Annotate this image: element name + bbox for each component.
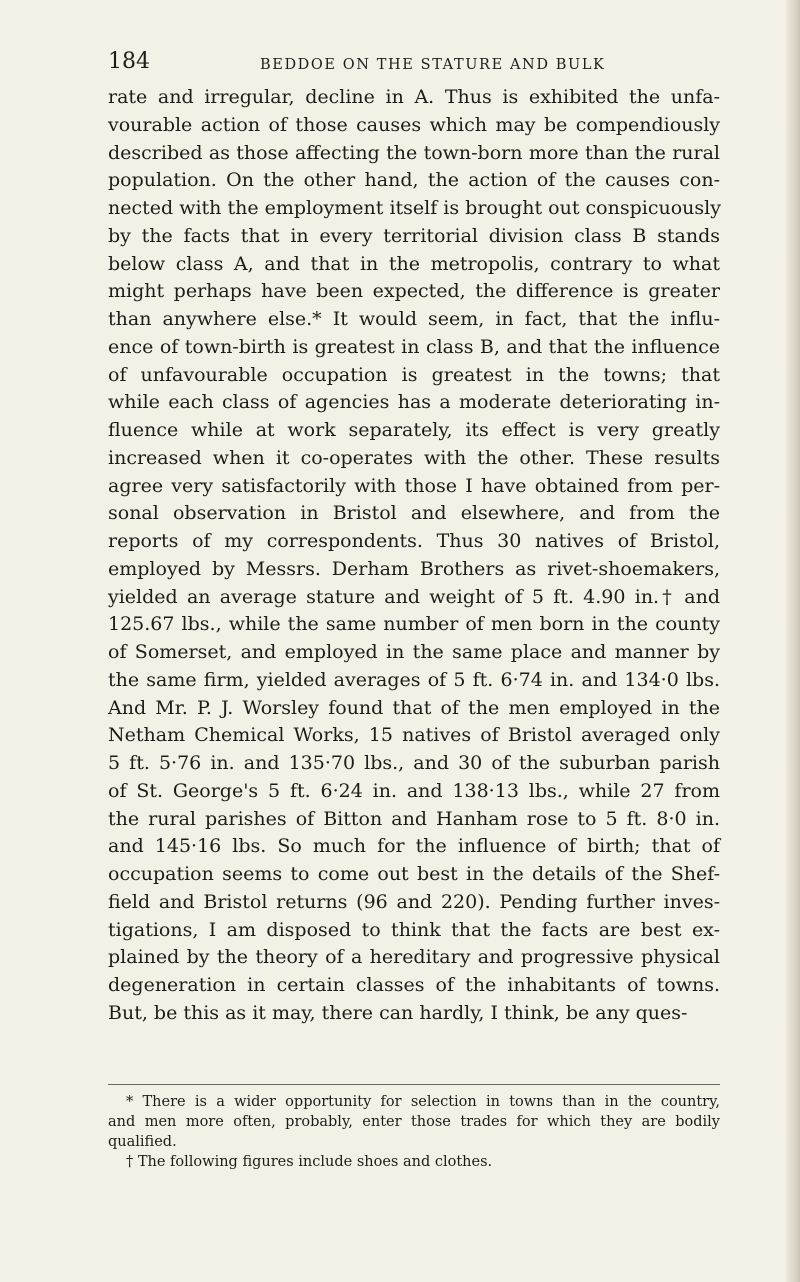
text-line: plained by the theory of a hereditary and progressive physical [108, 946, 720, 969]
body-text [108, 84, 720, 1028]
text-line: 125.67 lbs., while the same number of men born in the county [108, 613, 720, 636]
footnotes [108, 1092, 720, 1172]
text-line: Netham Chemical Works, 15 natives of Bristol averaged only [108, 724, 720, 747]
page-edge [786, 0, 800, 1282]
text-line: might perhaps have been expected, the difference is greater [108, 280, 720, 303]
page-number: 184 [108, 49, 150, 74]
text-line: 5 ft. 5·76 in. and 135·70 lbs., and 30 of the suburban parish [108, 752, 720, 774]
text-line: tigations, I am disposed to think that the facts are best ex- [108, 918, 720, 941]
text-line: ence of town-birth is greatest in class B, and that the influence [108, 335, 720, 358]
footnote-dagger: † The following figures include shoes and clothes. [126, 1154, 493, 1170]
text-line: degeneration in certain classes of the inhabitants of towns. [108, 974, 720, 996]
text-line: the rural parishes of Bitton and Hanham rose to 5 ft. 8·0 in. [108, 807, 720, 830]
text-line: population. On the other hand, the action of the causes con- [108, 169, 720, 192]
footnote-asterisk-cont: qualified. [108, 1134, 177, 1150]
page-header [108, 50, 708, 80]
text-line: than anywhere else.* It would seem, in fact, that the influ- [108, 308, 720, 330]
text-line: nected with the employment itself is brought out conspicuously [108, 197, 721, 219]
running-head: BEDDOE ON THE STATURE AND BULK [260, 57, 606, 73]
text-line: increased when it co-operates with the other. These results [108, 446, 720, 469]
text-line: employed by Messrs. Derham Brothers as rivet-shoemakers, [108, 557, 720, 580]
footnote-asterisk: * There is a wider opportunity for selection in towns than in the country, [126, 1094, 720, 1110]
text-line: of unfavourable occupation is greatest in the towns; that [108, 363, 720, 386]
text-line: rate and irregular, decline in A. Thus is exhibited the unfa- [108, 86, 720, 108]
footnote-divider [108, 1084, 720, 1085]
text-line: reports of my correspondents. Thus 30 natives of Bristol, [108, 530, 720, 552]
text-line: and 145·16 lbs. So much for the influence of birth; that of [108, 835, 720, 858]
text-line: below class A, and that in the metropolis, contrary to what [108, 252, 720, 275]
text-line: of Somerset, and employed in the same place and manner by [108, 641, 720, 663]
text-line: the same firm, yielded averages of 5 ft. 6·74 in. and 134·0 lbs. [108, 668, 720, 691]
footnote-asterisk-cont: and men more often, probably, enter those trades for which they are bodily [108, 1114, 720, 1130]
text-line: And Mr. P. J. Worsley found that of the men employed in the [108, 696, 720, 719]
text-line: sonal observation in Bristol and elsewhere, and from the [108, 502, 720, 525]
text-line: field and Bristol returns (96 and 220). Pending further inves- [108, 890, 720, 913]
text-line: described as those affecting the town-born more than the rural [108, 141, 720, 164]
text-line: by the facts that in every territorial division class B stands [108, 224, 720, 247]
text-line: of St. George's 5 ft. 6·24 in. and 138·13 lbs., while 27 from [108, 779, 720, 802]
text-line: while each class of agencies has a moderate deteriorating in- [108, 391, 720, 414]
text-line: occupation seems to come out best in the details of the Shef- [108, 863, 720, 885]
text-line: yielded an average stature and weight of 5 ft. 4.90 in.† and [108, 585, 720, 608]
text-line: vourable action of those causes which may be compendiously [108, 113, 720, 136]
text-line: agree very satisfactorily with those I have obtained from per- [108, 474, 720, 497]
text-line: But, be this as it may, there can hardly, I think, be any ques- [108, 1001, 688, 1024]
text-line: fluence while at work separately, its effect is very greatly [108, 419, 720, 441]
